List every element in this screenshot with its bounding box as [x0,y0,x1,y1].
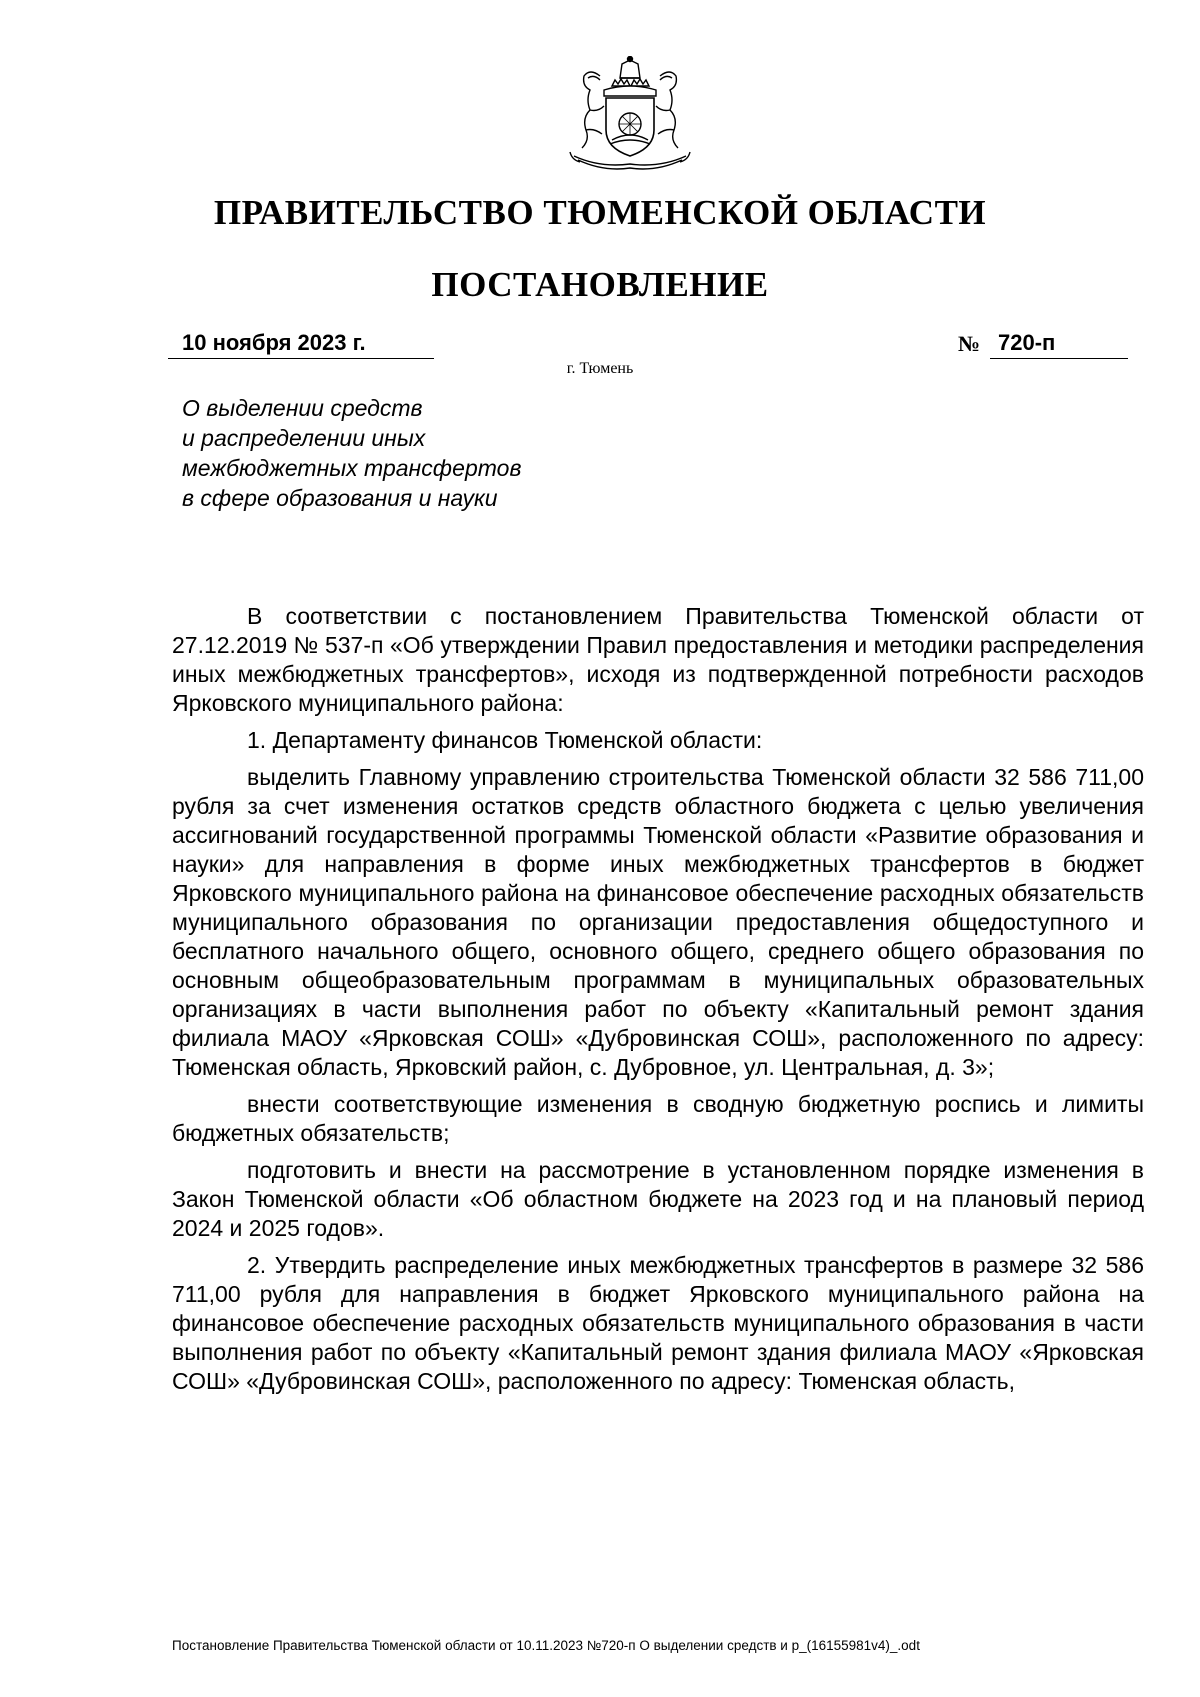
body-paragraph: выделить Главному управлению строительства Тюменской области 32 586 711,00 рубля за счет изменения остатков средств областного бюджета с целью увеличения ассигнований государственной программы Тюменской области «Развитие образования и науки» для направления в форме иных межбюджетных трансфертов в бюджет Ярковского муниципального района на финансовое обеспечение расходных обязательств муниципального образования по организации предоставления общедоступного и бесплатного начального общего, основного общего, среднего общего образования по основным общеобразовательным программам в муниципальных образовательных организациях в части выполнения работ по объекту «Капитальный ремонт здания филиала МАОУ «Ярковская СОШ» «Дубровинская СОШ», расположенного по адресу: Тюменская область, Ярковский район, с. Дубровное, ул. Центральная, д. 3»; [172,764,1144,1080]
date-field [168,330,434,359]
number-field [990,330,1128,359]
coat-of-arms-icon [560,56,700,172]
body-paragraph: В соответствии с постановлением Правительства Тюменской области от 27.12.2019 № 537-п «Об утверждении Правил предоставления и методики распределения иных межбюджетных трансфертов», исходя из подтвержденной потребности расходов Ярковского муниципального района: [172,603,1144,716]
body-paragraph: подготовить и внести на рассмотрение в установленном порядке изменения в Закон Тюменской области «Об областном бюджете на 2023 год и на плановый период 2024 и 2025 годов». [172,1157,1144,1241]
page-footer: Постановление Правительства Тюменской области от 10.11.2023 №720-п О выделении средств и р_(16155981v4)_.odt [172,1638,920,1653]
body-paragraph: 2. Утвердить распределение иных межбюджетных трансфертов в размере 32 586 711,00 рубля для направления в бюджет Ярковского муниципального района на финансовое обеспечение расходных обязательств муниципального образования в части выполнения работ по объекту «Капитальный ремонт здания филиала МАОУ «Ярковская СОШ» «Дубровинская СОШ», расположенного по адресу: Тюменская область, [172,1252,1144,1394]
city-label: г. Тюмень [566,360,634,377]
document-body [172,602,1144,1396]
subject-line: межбюджетных трансфертов [182,455,522,481]
body-paragraph: внести соответствующие изменения в сводную бюджетную роспись и лимиты бюджетных обязательств; [172,1091,1144,1146]
document-subject [182,393,682,513]
body-paragraph: 1. Департаменту финансов Тюменской области: [247,727,763,753]
subject-line: О выделении средств [182,395,423,421]
number-sign: № [958,331,981,356]
document-date: 10 ноября 2023 г. [182,330,366,355]
organization-title: ПРАВИТЕЛЬСТВО ТЮМЕНСКОЙ ОБЛАСТИ [213,193,987,232]
subject-line: в сфере образования и науки [182,485,498,511]
document-type-heading: ПОСТАНОВЛЕНИЕ [431,265,769,304]
subject-line: и распределении иных [182,425,426,451]
document-number: 720-п [998,330,1056,355]
